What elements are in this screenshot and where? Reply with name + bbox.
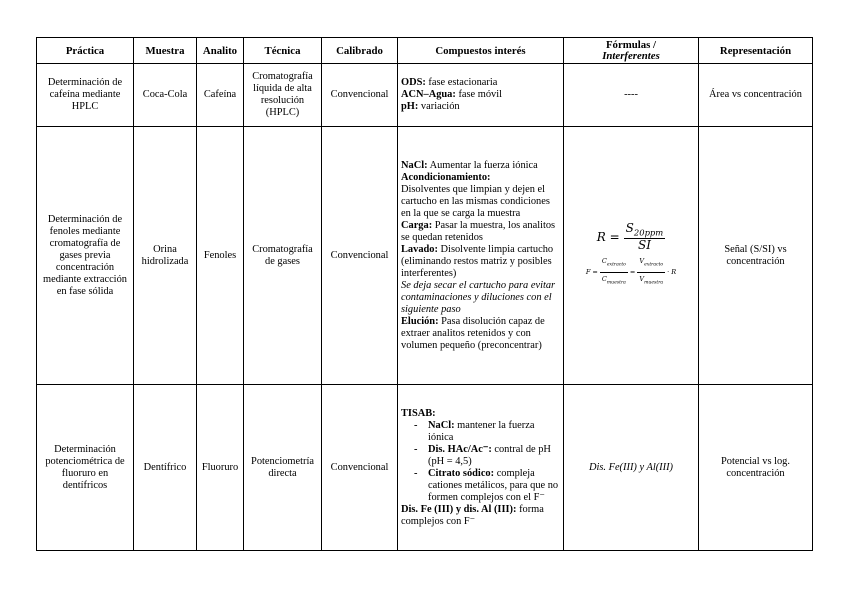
formula-r-lhs: R = [596, 229, 620, 244]
formula-symbol: V [639, 274, 645, 283]
formula-subscript: 20ppm [633, 227, 664, 238]
header-formulas-line1: Fórmulas / [605, 38, 657, 51]
compuesto-key: NaCl: [401, 159, 428, 171]
cell-calibrado: Convencional [322, 385, 398, 551]
table-row [37, 127, 813, 385]
cell-analito: Cafeína [197, 64, 244, 127]
header-tecnica: Técnica [244, 38, 322, 64]
compuesto-line [401, 184, 560, 220]
compuesto-key: Acondicionamiento: [401, 171, 491, 183]
cell-calibrado: Convencional [322, 127, 398, 385]
compuesto-key: Carga: [401, 219, 433, 231]
compuesto-text: Pasa disolución capaz de extraer analitos retenidos y con volumen pequeño (preconcentrar) [401, 315, 545, 351]
compuesto-key: Lavado: [401, 243, 438, 255]
list-item [428, 468, 560, 504]
compuesto-text: Aumentar la fuerza iónica [427, 159, 538, 171]
cell-representacion: Potencial vs log. concentración [699, 385, 813, 551]
tisab-list [401, 420, 560, 504]
header-representacion: Representación [699, 38, 813, 64]
cell-muestra: Dentífrico [134, 385, 197, 551]
compuesto-text: Pasar la muestra, los analitos se quedan retenidos [401, 219, 556, 243]
header-practica: Práctica [37, 38, 134, 64]
compuesto-line [401, 244, 560, 280]
formula-f-fraction-v [637, 255, 665, 289]
cell-representacion: Área vs concentración [699, 64, 813, 127]
compuesto-key: Dis. HAc/Ac⁻: [428, 443, 492, 455]
compuesto-text: variación [418, 101, 460, 112]
header-calibrado: Calibrado [322, 38, 398, 64]
header-compuestos: Compuestos interés [398, 38, 564, 64]
compuesto-text: fase móvil [455, 89, 503, 100]
formula-f [586, 255, 676, 289]
compuesto-line [401, 160, 560, 172]
formula-r-numerator [624, 222, 666, 239]
cell-tecnica: Cromatografía de gases [244, 127, 322, 385]
tisab-title: TISAB: [401, 407, 436, 419]
cell-analito: Fluoruro [197, 385, 244, 551]
cell-representacion: Señal (S/SI) vs concentración [699, 127, 813, 385]
compuesto-text: contral de pH (pH = 4,5) [428, 443, 551, 467]
formula-symbol: C [601, 274, 607, 283]
compuesto-key: Citrato sódico: [428, 467, 495, 479]
formula-r-fraction [624, 222, 666, 251]
formula-subscript: extracto [606, 262, 626, 268]
formula-block [567, 222, 695, 289]
compuesto-key: ODS: [401, 77, 426, 88]
cell-muestra: Coca-Cola [134, 64, 197, 127]
compuesto-text: Disolvente limpia cartucho (eliminando restos matriz y posibles interferentes) [401, 243, 554, 279]
list-item [428, 444, 560, 468]
formula-f-lhs: F = [585, 268, 598, 277]
compuesto-line [401, 89, 560, 101]
formula-symbol: C [601, 257, 607, 266]
compuesto-line [401, 77, 560, 89]
compuesto-key: Elución: [401, 315, 439, 327]
compuesto-text: forma complejos con F⁻ [401, 503, 544, 527]
compuesto-line [401, 101, 560, 113]
formula-equals: = [629, 268, 636, 277]
formula-f-c-denominator [600, 273, 628, 289]
cell-compuestos [398, 385, 564, 551]
compuesto-line [401, 172, 560, 184]
practicas-table [36, 37, 813, 551]
cell-calibrado: Convencional [322, 64, 398, 127]
compuesto-line [401, 220, 560, 244]
formula-f-v-denominator [637, 273, 665, 289]
compuesto-italic-note: Se deja secar el cartucho para evitar contaminaciones y diluciones con el siguiente paso [401, 279, 556, 315]
cell-formulas: Dis. Fe(III) y Al(III) [564, 385, 699, 551]
compuesto-line [401, 504, 560, 528]
header-muestra: Muestra [134, 38, 197, 64]
header-formulas-line2: Interferentes [602, 49, 660, 62]
formula-symbol: S [625, 221, 634, 235]
compuesto-text: compleja cationes metálicos, para que no formen complejos con el F⁻ [428, 467, 559, 503]
cell-formulas: ---- [564, 64, 699, 127]
compuesto-key: ACN–Agua: [401, 89, 456, 100]
cell-compuestos [398, 127, 564, 385]
list-item [428, 420, 560, 444]
compuesto-key: NaCl: [428, 419, 455, 431]
cell-analito: Fenoles [197, 127, 244, 385]
compuesto-key: Dis. Fe (III) y dis. Al (III): [401, 503, 517, 515]
formula-subscript: muestra [606, 279, 626, 285]
compuesto-text: mantener la fuerza iónica [428, 419, 535, 443]
header-formulas [564, 38, 699, 64]
cell-practica: Determinación potenciométrica de fluoruro en dentífricos [37, 385, 134, 551]
compuesto-text: fase estacionaria [425, 77, 498, 88]
formula-f-fraction-c [600, 255, 628, 289]
compuesto-text: Disolventes que limpian y dejen el cartucho en las mismas condiciones en la que se carga la muestra [401, 183, 550, 219]
formula-r-denominator: SI [637, 238, 651, 253]
cell-formulas [564, 127, 699, 385]
compuesto-line [401, 316, 560, 352]
formula-f-v-numerator [637, 255, 665, 272]
cell-practica: Determinación de cafeína mediante HPLC [37, 64, 134, 127]
cell-muestra: Orina hidrolizada [134, 127, 197, 385]
cell-practica: Determinación de fenoles mediante cromatografía de gases previa concentración mediante extracción en fase sólida [37, 127, 134, 385]
formula-tail: · R [667, 268, 677, 277]
table-row [37, 385, 813, 551]
header-row [37, 38, 813, 64]
formula-symbol: V [639, 257, 645, 266]
compuesto-line [401, 280, 560, 316]
compuesto-key: pH: [401, 101, 419, 112]
header-analito: Analito [197, 38, 244, 64]
cell-compuestos [398, 64, 564, 127]
formula-subscript: extracto [644, 262, 664, 268]
cell-tecnica: Cromatografía líquida de alta resolución (HPLC) [244, 64, 322, 127]
formula-subscript: muestra [644, 279, 664, 285]
table-row [37, 64, 813, 127]
formula-r [597, 222, 665, 251]
cell-tecnica: Potenciometría directa [244, 385, 322, 551]
formula-f-c-numerator [600, 255, 628, 272]
